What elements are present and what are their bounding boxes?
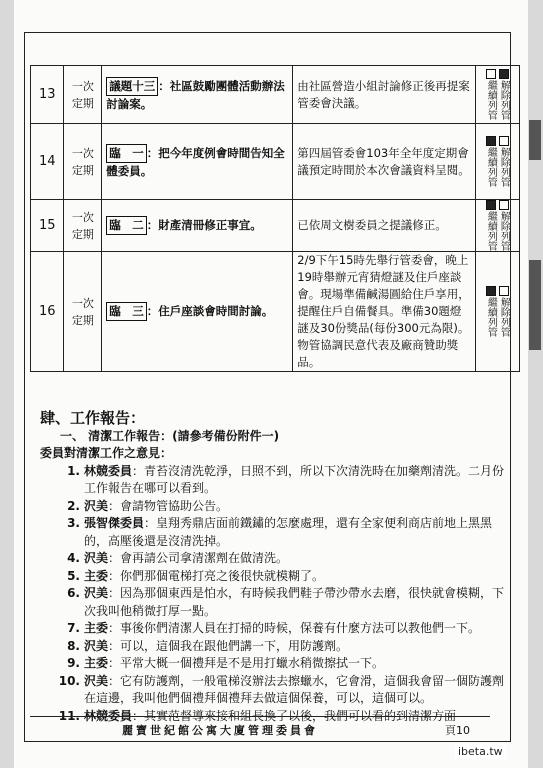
statement: ：皇翔秀鼎店面前鐵鏽的怎麼處理，還有全家便利商店前地上黑黑的，高壓後還是沒清洗掉。 xyxy=(84,516,493,548)
minutes-table xyxy=(30,65,520,372)
item-number: 2. xyxy=(67,498,80,513)
subject-tag: 臨 三 xyxy=(106,302,147,321)
subject-text: ：把今年度例會時間告知全體委員。 xyxy=(106,145,285,178)
list-item xyxy=(58,498,510,516)
report-subheading: 一、 清潔工作報告：(請參考備份附件一) xyxy=(60,428,280,443)
speaker: 林競委員 xyxy=(84,708,133,723)
subject-cell xyxy=(102,124,293,200)
speaker: 沢美 xyxy=(84,586,109,600)
item-number: 5. xyxy=(67,568,80,583)
speaker: 張智傑委員 xyxy=(84,516,145,530)
list-item xyxy=(58,673,510,708)
subject-cell xyxy=(102,66,293,124)
speaker: 沢美 xyxy=(84,498,109,513)
speaker: 主委 xyxy=(84,621,109,635)
binding-edge-marks xyxy=(529,80,541,410)
continue-checkbox[interactable] xyxy=(499,136,509,146)
meeting-type: 一次 定期 xyxy=(64,252,102,372)
remove-label: 解除列管 xyxy=(498,211,510,251)
statement: ：平常大概一個禮拜是不是用打蠟水稍微擦拭一下。 xyxy=(108,656,385,670)
row-number: 16 xyxy=(31,252,64,372)
list-item xyxy=(58,463,510,498)
subject-tag: 臨 一 xyxy=(106,144,147,163)
list-item xyxy=(58,620,510,638)
remove-checkbox[interactable] xyxy=(486,136,496,146)
footer-org: 麗寶世紀館公寓大廈管理委員會 xyxy=(122,724,318,737)
continue-checkbox[interactable] xyxy=(499,286,509,296)
continue-checkbox[interactable] xyxy=(499,200,509,210)
statement: ：你們那個電梯打亮之後很快就模糊了。 xyxy=(108,568,325,583)
resolution-cell: 由社區營造小組討論修正後再提案管委會決議。 xyxy=(293,66,475,124)
meeting-type: 一次 定期 xyxy=(64,66,102,124)
item-number: 7. xyxy=(67,621,80,635)
list-item xyxy=(58,655,510,673)
table-row xyxy=(31,124,520,200)
remove-checkbox[interactable] xyxy=(486,286,496,296)
table-row xyxy=(31,252,520,372)
item-number: 1. xyxy=(67,463,80,478)
remove-label: 解除列管 xyxy=(498,80,510,120)
list-item xyxy=(58,638,510,656)
resolution-cell: 第四屆管委會103年全年度定期會議預定時間於本次會議資料呈閱。 xyxy=(293,124,475,200)
item-number: 10. xyxy=(58,673,80,688)
table-row xyxy=(31,200,520,252)
remove-checkbox[interactable] xyxy=(486,69,496,79)
item-number: 11. xyxy=(58,708,80,723)
speaker: 林競委員 xyxy=(84,463,133,478)
table-row xyxy=(31,66,520,124)
continue-checkbox[interactable] xyxy=(499,69,509,79)
list-item xyxy=(58,550,510,568)
work-report-section xyxy=(40,410,510,725)
speaker: 主委 xyxy=(84,568,109,583)
continue-label: 繼續列管 xyxy=(485,297,497,337)
item-number: 4. xyxy=(67,551,80,565)
statement: ：可以，這個我在跟他們講一下，用防護劑。 xyxy=(108,638,349,653)
subject-tag: 議題十三 xyxy=(106,77,158,96)
statement: ：它有防護劑，一般電梯沒辦法去擦蠟水，它會滑，這個我會留一個防護劑在這邊，我叫他們個禮拜個禮拜去做這個保養，可以，這個可以。 xyxy=(84,673,505,705)
statement: ：會請物管協助公告。 xyxy=(108,498,229,513)
list-item xyxy=(58,585,510,620)
speaker: 沢美 xyxy=(84,638,109,653)
meeting-type: 一次 定期 xyxy=(64,200,102,252)
list-item xyxy=(58,515,510,550)
subject-cell xyxy=(102,252,293,372)
resolution-cell: 2/9下午15時先舉行管委會，晚上19時舉辦元宵猜燈謎及住戶座談會。現場準備鹹湯圓給住戶享用，提醒住戶自備餐具。準備30題燈謎及30份獎品(每份300元為限)。物管協調民意代表及廠商贊助獎品。 xyxy=(293,252,475,372)
statement: ：因為那個東西是怕水，有時候我們鞋子帶沙帶水去磨，很快就會模糊，下次我叫他稍微打厚一點。 xyxy=(84,586,505,618)
status-cell xyxy=(475,66,519,124)
remove-label: 解除列管 xyxy=(498,147,510,187)
opinions-title: 委員對清潔工作之意見： xyxy=(40,446,173,460)
statement: ：會再請公司拿清潔劑在做清洗。 xyxy=(108,551,289,565)
report-heading: 肆、工作報告： xyxy=(40,409,146,427)
continue-label: 繼續列管 xyxy=(485,211,497,251)
continue-label: 繼續列管 xyxy=(485,80,497,120)
watermark: ibeta.tw xyxy=(455,744,506,759)
row-number: 15 xyxy=(31,200,64,252)
subject-text: ：社區鼓勵團體活動辦法討論案。 xyxy=(106,78,285,111)
subject-text: ：財產清冊修正事宜。 xyxy=(146,218,262,232)
remove-label: 解除列管 xyxy=(498,297,510,337)
status-cell xyxy=(475,200,519,252)
meeting-type: 一次 定期 xyxy=(64,124,102,200)
page-number: 頁10 xyxy=(445,724,470,737)
continue-label: 繼續列管 xyxy=(485,147,497,187)
list-item xyxy=(58,568,510,586)
page-footer xyxy=(30,716,490,739)
item-number: 3. xyxy=(67,516,80,530)
row-number: 14 xyxy=(31,124,64,200)
item-number: 6. xyxy=(67,586,80,600)
item-number: 9. xyxy=(67,656,80,670)
subject-text: ：住戶座談會時間討論。 xyxy=(146,304,274,318)
subject-tag: 臨 二 xyxy=(106,216,147,235)
row-number: 13 xyxy=(31,66,64,124)
speaker: 沢美 xyxy=(84,551,109,565)
subject-cell xyxy=(102,200,293,252)
statement: ：事後你們清潔人員在打掃的時候，保養有什麼方法可以教他們一下。 xyxy=(108,621,481,635)
speaker: 沢美 xyxy=(84,673,109,688)
speaker: 主委 xyxy=(84,656,109,670)
remove-checkbox[interactable] xyxy=(486,200,496,210)
resolution-cell: 已依周文樹委員之提議修正。 xyxy=(293,200,475,252)
statement: ：青苔沒清洗乾淨，日照不到，所以下次清洗時在加藥劑清洗。二月份工作報告在哪可以看到。 xyxy=(84,463,505,495)
statement: ：其實范督導來接和組長換了以後，我們可以看的到清潔方面 xyxy=(132,708,457,723)
status-cell xyxy=(475,252,519,372)
status-cell xyxy=(475,124,519,200)
item-number: 8. xyxy=(67,638,80,653)
